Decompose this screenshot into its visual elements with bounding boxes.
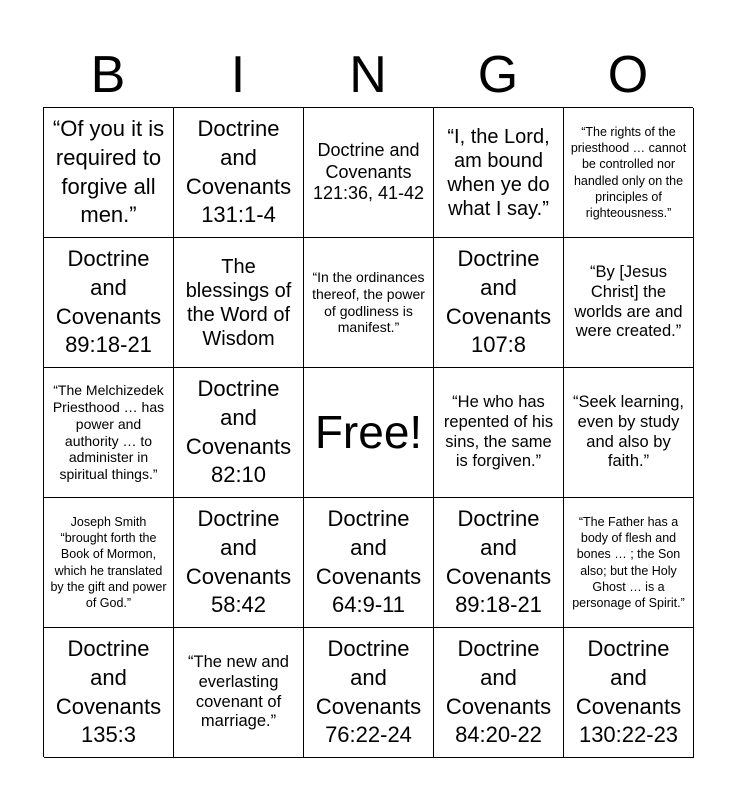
bingo-cell-free[interactable] (304, 368, 434, 498)
bingo-cell-text: “By [Jesus Christ] the worlds are and were created.” (574, 262, 683, 341)
bingo-cell-r1-c2[interactable] (174, 108, 304, 238)
bingo-cell-text: Doctrine and Covenants 135:3 (55, 636, 162, 748)
bingo-cell-text: Doctrine and Covenants 131:1-4 (185, 116, 292, 228)
bingo-cell-r5-c4[interactable] (434, 628, 564, 758)
bingo-cell-r3-c5[interactable] (564, 368, 694, 498)
bingo-cell-r5-c2[interactable] (174, 628, 304, 758)
bingo-cell-text: “The new and everlasting covenant of marriage.” (188, 652, 289, 731)
header-letter-b: B (90, 46, 126, 104)
bingo-cell-r1-c5[interactable] (564, 108, 694, 238)
bingo-cell-r4-c1[interactable] (44, 498, 174, 628)
bingo-cell-text: Doctrine and Covenants 107:8 (445, 246, 552, 358)
bingo-cell-r4-c3[interactable] (304, 498, 434, 628)
bingo-cell-text: Joseph Smith “brought forth the Book of Mormon, which he translated by the gift and power of God.” (50, 514, 167, 610)
header-letter-i: I (230, 46, 246, 104)
bingo-cell-text: Doctrine and Covenants 64:9-11 (315, 506, 422, 618)
bingo-cell-r3-c2[interactable] (174, 368, 304, 498)
bingo-cell-text: “The rights of the priesthood … cannot be controlled nor handled only on the principles of righteousness.” (570, 124, 687, 220)
bingo-cell-text: Doctrine and Covenants 82:10 (185, 376, 292, 488)
bingo-cell-text: “The Father has a body of flesh and bones … ; the Son also; but the Holy Ghost … is a personage of Spirit.” (572, 514, 685, 610)
bingo-cell-text: Doctrine and Covenants 76:22-24 (315, 636, 422, 748)
bingo-cell-text: Doctrine and Covenants 130:22-23 (575, 636, 682, 748)
bingo-cell-r5-c3[interactable] (304, 628, 434, 758)
bingo-cell-text: Doctrine and Covenants 121:36, 41-42 (312, 140, 425, 204)
bingo-cell-text: The blessings of the Word of Wisdom (185, 255, 292, 350)
bingo-cell-text: “The Melchizedek Priesthood … has power and authority … to administer in spiritual things.” (52, 382, 165, 483)
bingo-cell-text: Doctrine and Covenants 58:42 (185, 506, 292, 618)
bingo-cell-r5-c1[interactable] (44, 628, 174, 758)
header-letter-o: O (607, 46, 649, 104)
bingo-cell-text: Doctrine and Covenants 89:18-21 (445, 506, 552, 618)
bingo-cell-r2-c2[interactable] (174, 238, 304, 368)
bingo-cell-text: “Seek learning, even by study and also by faith.” (573, 392, 684, 471)
bingo-cell-text: “I, the Lord, am bound when ye do what I say.” (447, 125, 550, 220)
bingo-cell-r5-c5[interactable] (564, 628, 694, 758)
bingo-cell-r2-c3[interactable] (304, 238, 434, 368)
bingo-cell-r1-c1[interactable] (44, 108, 174, 238)
bingo-cell-r3-c1[interactable] (44, 368, 174, 498)
bingo-cell-r2-c1[interactable] (44, 238, 174, 368)
header-letter-g: G (477, 46, 519, 104)
bingo-cell-r2-c5[interactable] (564, 238, 694, 368)
bingo-cell-text: “He who has repented of his sins, the same is forgiven.” (443, 392, 554, 471)
bingo-cell-r4-c2[interactable] (174, 498, 304, 628)
free-space-label: Free! (314, 405, 423, 458)
bingo-cell-text: “Of you it is required to forgive all men.” (52, 116, 165, 228)
bingo-header (43, 42, 693, 108)
bingo-cell-r3-c4[interactable] (434, 368, 564, 498)
bingo-cell-r4-c5[interactable] (564, 498, 694, 628)
bingo-cell-r1-c3[interactable] (304, 108, 434, 238)
bingo-cell-text: “In the ordinances thereof, the power of godliness is manifest.” (312, 268, 425, 336)
bingo-cell-text: Doctrine and Covenants 89:18-21 (55, 246, 162, 358)
bingo-cell-r2-c4[interactable] (434, 238, 564, 368)
header-letter-n: N (349, 46, 387, 104)
bingo-cell-r4-c4[interactable] (434, 498, 564, 628)
bingo-cell-text: Doctrine and Covenants 84:20-22 (445, 636, 552, 748)
bingo-cell-r1-c4[interactable] (434, 108, 564, 238)
bingo-board (43, 107, 693, 757)
